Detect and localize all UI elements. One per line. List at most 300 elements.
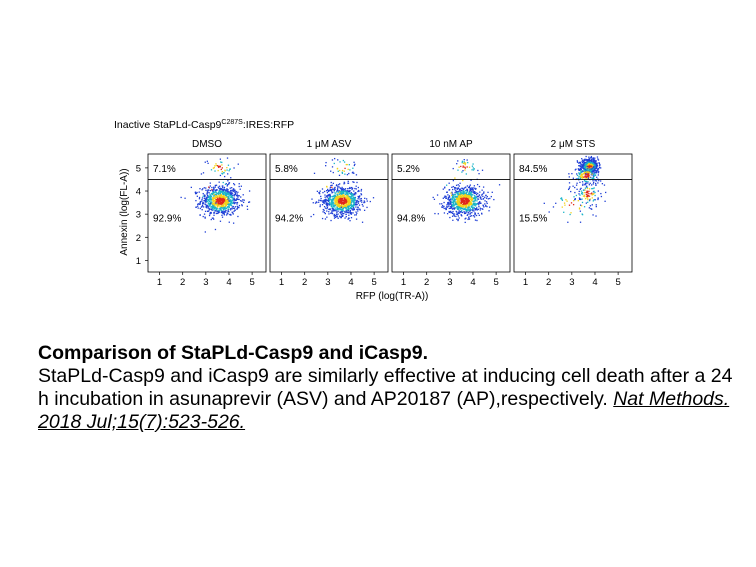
event-dot — [460, 195, 461, 196]
event-dot — [479, 191, 480, 192]
event-dot — [592, 197, 593, 198]
event-dot — [453, 180, 454, 181]
event-dot — [591, 166, 592, 167]
event-dot — [224, 207, 225, 208]
event-dot — [476, 194, 477, 195]
event-dot — [210, 190, 211, 191]
event-dot — [462, 202, 463, 203]
event-dot — [584, 184, 585, 185]
event-dot — [202, 202, 203, 203]
event-dot — [464, 159, 465, 160]
event-dot — [483, 206, 484, 207]
event-dot — [345, 210, 346, 211]
event-dot — [320, 204, 321, 205]
event-dot — [339, 197, 340, 198]
event-dot — [471, 204, 472, 205]
event-dot — [587, 199, 588, 200]
event-dot — [213, 219, 214, 220]
event-dot — [213, 187, 214, 188]
event-dot — [342, 191, 343, 192]
event-dot — [356, 213, 357, 214]
event-dot — [458, 167, 459, 168]
event-dot — [344, 198, 345, 199]
event-dot — [234, 194, 235, 195]
event-dot — [326, 208, 327, 209]
event-dot — [478, 173, 479, 174]
event-dot — [334, 163, 335, 164]
event-dot — [229, 182, 230, 183]
event-dot — [587, 173, 588, 174]
event-dot — [346, 192, 347, 193]
event-dot — [352, 168, 353, 169]
event-dot — [204, 214, 205, 215]
event-dot — [569, 214, 570, 215]
event-dot — [223, 188, 224, 189]
event-dot — [596, 206, 597, 207]
event-dot — [467, 197, 468, 198]
event-dot — [313, 214, 314, 215]
event-dot — [195, 200, 196, 201]
event-dot — [453, 204, 454, 205]
panel-4 — [514, 139, 632, 288]
caption-reference-link[interactable]: Nat Methods. 2018 Jul;15(7):523-526. — [38, 388, 730, 433]
event-dot — [454, 189, 455, 190]
event-dot — [202, 209, 203, 210]
event-dot — [449, 208, 450, 209]
event-dot — [591, 160, 592, 161]
event-dot — [578, 177, 579, 178]
event-dot — [218, 212, 219, 213]
event-dot — [335, 215, 336, 216]
event-dot — [458, 215, 459, 216]
event-dot — [588, 191, 589, 192]
event-dot — [349, 208, 350, 209]
event-dot — [449, 212, 450, 213]
event-dot — [239, 186, 240, 187]
event-dot — [353, 195, 354, 196]
event-dot — [452, 197, 453, 198]
event-dot — [247, 209, 248, 210]
event-dot — [338, 186, 339, 187]
event-dot — [456, 204, 457, 205]
event-dot — [482, 194, 483, 195]
event-dot — [591, 209, 592, 210]
event-dot — [483, 191, 484, 192]
event-dot — [570, 191, 571, 192]
event-dot — [461, 190, 462, 191]
event-dot — [343, 160, 344, 161]
event-dot — [463, 165, 464, 166]
event-dot — [447, 194, 448, 195]
event-dot — [465, 190, 466, 191]
event-dot — [238, 199, 239, 200]
event-dot — [595, 174, 596, 175]
event-dot — [493, 199, 494, 200]
event-dot — [333, 189, 334, 190]
event-dot — [595, 199, 596, 200]
event-dot — [366, 198, 367, 199]
event-dot — [345, 188, 346, 189]
event-dot — [348, 218, 349, 219]
event-dot — [227, 204, 228, 205]
event-dot — [484, 203, 485, 204]
event-dot — [334, 158, 335, 159]
event-dot — [360, 200, 361, 201]
event-dot — [233, 208, 234, 209]
event-dot — [444, 212, 445, 213]
event-dot — [354, 197, 355, 198]
event-dot — [241, 201, 242, 202]
event-dot — [584, 192, 585, 193]
event-dot — [459, 183, 460, 184]
event-dot — [359, 198, 360, 199]
event-dot — [462, 195, 463, 196]
event-dot — [585, 174, 586, 175]
event-dot — [222, 217, 223, 218]
event-dot — [452, 193, 453, 194]
event-dot — [350, 194, 351, 195]
event-dot — [237, 196, 238, 197]
event-dot — [217, 196, 218, 197]
event-dot — [593, 166, 594, 167]
event-dot — [460, 166, 461, 167]
event-dot — [442, 207, 443, 208]
event-dot — [487, 203, 488, 204]
event-dot — [221, 194, 222, 195]
event-dot — [354, 209, 355, 210]
event-dot — [334, 187, 335, 188]
event-dot — [446, 185, 447, 186]
event-dot — [475, 192, 476, 193]
event-dot — [204, 195, 205, 196]
event-dot — [459, 217, 460, 218]
event-dot — [320, 190, 321, 191]
event-dot — [218, 188, 219, 189]
event-dot — [224, 214, 225, 215]
event-dot — [470, 203, 471, 204]
event-dot — [580, 178, 581, 179]
event-dot — [199, 191, 200, 192]
event-dot — [573, 178, 574, 179]
event-dot — [480, 208, 481, 209]
event-dot — [499, 184, 500, 185]
event-dot — [351, 189, 352, 190]
event-dot — [345, 214, 346, 215]
event-dot — [311, 198, 312, 199]
event-dot — [451, 195, 452, 196]
event-dot — [587, 159, 588, 160]
event-dot — [366, 207, 367, 208]
event-dot — [475, 213, 476, 214]
event-dot — [218, 166, 219, 167]
event-dot — [452, 208, 453, 209]
event-dot — [335, 205, 336, 206]
event-dot — [478, 206, 479, 207]
event-dot — [342, 203, 343, 204]
event-dot — [348, 202, 349, 203]
event-dot — [317, 191, 318, 192]
event-dot — [348, 197, 349, 198]
event-dot — [586, 191, 587, 192]
event-dot — [237, 202, 238, 203]
event-dot — [600, 180, 601, 181]
event-dot — [219, 193, 220, 194]
event-dot — [337, 203, 338, 204]
event-dot — [584, 195, 585, 196]
event-dot — [576, 189, 577, 190]
event-dot — [443, 198, 444, 199]
event-dot — [348, 206, 349, 207]
event-dot — [356, 214, 357, 215]
upper-gate-percentage: 7.1% — [153, 163, 176, 175]
event-dot — [326, 210, 327, 211]
event-dot — [234, 208, 235, 209]
event-dot — [352, 212, 353, 213]
event-dot — [468, 194, 469, 195]
event-dot — [464, 161, 465, 162]
event-dot — [474, 197, 475, 198]
event-dot — [487, 196, 488, 197]
event-dot — [223, 205, 224, 206]
x-tick-label: 1 — [278, 277, 285, 288]
event-dot — [196, 192, 197, 193]
event-dot — [597, 182, 598, 183]
event-dot — [351, 195, 352, 196]
event-dot — [356, 201, 357, 202]
upper-gate-percentage: 84.5% — [519, 163, 548, 175]
panel-2 — [270, 139, 388, 288]
event-dot — [337, 187, 338, 188]
event-dot — [205, 162, 206, 163]
event-dot — [586, 159, 587, 160]
event-dot — [597, 169, 598, 170]
y-tick-label: 4 — [135, 186, 141, 198]
event-dot — [342, 213, 343, 214]
event-dot — [224, 176, 225, 177]
event-dot — [462, 180, 463, 181]
event-dot — [465, 211, 466, 212]
event-dot — [231, 192, 232, 193]
event-dot — [586, 177, 587, 178]
event-dot — [469, 186, 470, 187]
event-dot — [474, 191, 475, 192]
event-dot — [353, 207, 354, 208]
event-dot — [199, 198, 200, 199]
event-dot — [464, 194, 465, 195]
event-dot — [555, 203, 556, 204]
event-dot — [211, 193, 212, 194]
event-dot — [316, 201, 317, 202]
event-dot — [228, 202, 229, 203]
event-dot — [462, 162, 463, 163]
event-dot — [591, 174, 592, 175]
event-dot — [447, 213, 448, 214]
event-dot — [226, 214, 227, 215]
event-dot — [197, 206, 198, 207]
event-dot — [452, 220, 453, 221]
event-dot — [350, 188, 351, 189]
event-dot — [227, 180, 228, 181]
event-dot — [223, 200, 224, 201]
event-dot — [467, 159, 468, 160]
event-dot — [459, 203, 460, 204]
event-dot — [338, 171, 339, 172]
event-dot — [205, 201, 206, 202]
event-dot — [599, 163, 600, 164]
event-dot — [359, 204, 360, 205]
event-dot — [227, 196, 228, 197]
event-dot — [475, 219, 476, 220]
event-dot — [325, 162, 326, 163]
event-dot — [339, 175, 340, 176]
event-dot — [228, 211, 229, 212]
event-dot — [480, 209, 481, 210]
event-dot — [341, 207, 342, 208]
event-dot — [489, 207, 490, 208]
event-dot — [201, 199, 202, 200]
event-dot — [329, 194, 330, 195]
event-dot — [585, 181, 586, 182]
event-dot — [446, 204, 447, 205]
event-dot — [209, 205, 210, 206]
event-dot — [585, 189, 586, 190]
event-dot — [449, 203, 450, 204]
event-dot — [573, 200, 574, 201]
event-dot — [231, 190, 232, 191]
event-dot — [453, 214, 454, 215]
x-tick-label: 4 — [592, 277, 598, 288]
event-dot — [348, 209, 349, 210]
event-dot — [588, 157, 589, 158]
event-dot — [574, 187, 575, 188]
event-dot — [444, 187, 445, 188]
event-dot — [329, 189, 330, 190]
event-dot — [465, 187, 466, 188]
event-dot — [209, 201, 210, 202]
event-dot — [348, 183, 349, 184]
event-dot — [605, 192, 606, 193]
event-dot — [232, 212, 233, 213]
event-dot — [586, 164, 587, 165]
event-dot — [456, 191, 457, 192]
event-dot — [446, 207, 447, 208]
event-dot — [350, 198, 351, 199]
lower-gate-percentage: 92.9% — [153, 213, 182, 225]
event-dot — [239, 195, 240, 196]
event-dot — [587, 181, 588, 182]
event-dot — [482, 196, 483, 197]
event-dot — [485, 205, 486, 206]
event-dot — [467, 214, 468, 215]
event-dot — [347, 210, 348, 211]
event-dot — [460, 206, 461, 207]
event-dot — [233, 213, 234, 214]
event-dot — [594, 195, 595, 196]
event-dot — [458, 219, 459, 220]
event-dot — [221, 188, 222, 189]
event-dot — [331, 189, 332, 190]
event-dot — [586, 202, 587, 203]
event-dot — [339, 170, 340, 171]
event-dot — [233, 199, 234, 200]
event-dot — [564, 202, 565, 203]
event-dot — [578, 193, 579, 194]
event-dot — [449, 195, 450, 196]
event-dot — [230, 177, 231, 178]
event-dot — [324, 194, 325, 195]
event-dot — [586, 166, 587, 167]
event-dot — [472, 187, 473, 188]
event-dot — [574, 192, 575, 193]
event-dot — [458, 191, 459, 192]
event-dot — [334, 214, 335, 215]
event-dot — [457, 193, 458, 194]
panel-condition-label: 1 μM ASV — [306, 139, 352, 150]
event-dot — [320, 198, 321, 199]
event-dot — [594, 158, 595, 159]
event-dot — [211, 206, 212, 207]
event-dot — [472, 207, 473, 208]
event-dot — [473, 192, 474, 193]
event-dot — [587, 188, 588, 189]
event-dot — [581, 158, 582, 159]
event-dot — [549, 211, 550, 212]
event-dot — [579, 173, 580, 174]
event-dot — [344, 211, 345, 212]
event-dot — [353, 204, 354, 205]
event-dot — [573, 204, 574, 205]
x-axis-label: RFP (log(TR-A)) — [355, 291, 429, 302]
event-dot — [453, 196, 454, 197]
event-dot — [479, 215, 480, 216]
panel-3 — [392, 139, 510, 288]
event-dot — [568, 173, 569, 174]
event-dot — [579, 195, 580, 196]
event-dot — [337, 193, 338, 194]
event-dot — [583, 168, 584, 169]
event-dot — [349, 169, 350, 170]
event-dot — [353, 193, 354, 194]
event-dot — [324, 206, 325, 207]
event-dot — [591, 184, 592, 185]
event-dot — [589, 207, 590, 208]
event-dot — [223, 211, 224, 212]
event-dot — [350, 211, 351, 212]
event-dot — [464, 202, 465, 203]
event-dot — [217, 200, 218, 201]
event-dot — [227, 157, 228, 158]
event-dot — [336, 210, 337, 211]
event-dot — [358, 187, 359, 188]
event-dot — [201, 200, 202, 201]
event-dot — [334, 217, 335, 218]
event-dot — [212, 198, 213, 199]
event-dot — [244, 200, 245, 201]
event-dot — [468, 210, 469, 211]
event-dot — [237, 193, 238, 194]
event-dot — [332, 188, 333, 189]
event-dot — [337, 189, 338, 190]
event-dot — [491, 196, 492, 197]
event-dot — [592, 188, 593, 189]
event-dot — [208, 202, 209, 203]
event-dot — [324, 199, 325, 200]
event-dot — [321, 200, 322, 201]
event-dot — [227, 212, 228, 213]
event-dot — [581, 190, 582, 191]
event-dot — [215, 229, 216, 230]
event-dot — [229, 170, 230, 171]
